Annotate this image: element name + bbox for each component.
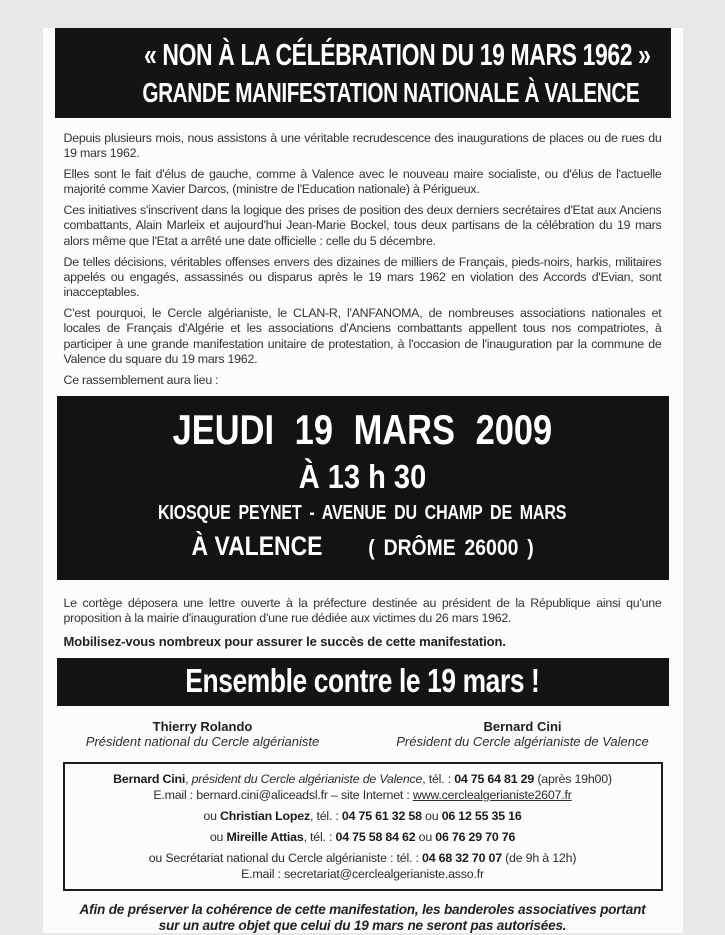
slogan-line (57, 662, 669, 700)
event-box (57, 396, 669, 580)
contact-1-note: (après 19h00) (534, 771, 612, 786)
signature-right-role: Président du Cercle algérianiste de Valence (396, 733, 649, 749)
flyer-page (43, 28, 683, 933)
contact-3-name: Christian Lopez (220, 808, 310, 823)
contact-5-pre: ou Secrétariat national du Cercle algérianiste : tél. : (148, 850, 422, 865)
signature-left-name: Thierry Rolando (152, 718, 253, 734)
paragraph-6: Ce rassemblement aura lieu : (63, 372, 219, 387)
event-time (57, 455, 669, 499)
signature-right-name: Bernard Cini (483, 718, 562, 734)
mobilize-line: Mobilisez-vous nombreux pour assurer le succès de cette manifestation. (63, 633, 506, 649)
contact-5-phone: 04 68 32 70 07 (422, 850, 502, 865)
event-time-text: À 13 h 30 (298, 457, 427, 495)
paragraph-2: Elles sont le fait d'élus de gauche, comme à Valence avec le nouveau maire socialiste, ou d'élus de l'actuelle majorité comme Xavier Darcos, (ministre de l'Education nationale) à Périgueux. (63, 167, 662, 197)
contact-1-phone: 04 75 64 81 29 (454, 771, 535, 786)
contact-website-link: www.cerclealgerianiste2607.fr (412, 787, 572, 802)
contact-3-sep: , tél. : (309, 808, 342, 823)
contact-4-sep: , tél. : (303, 829, 336, 844)
contact-3-ou2: ou (421, 808, 442, 823)
footer-notice: Afin de préserver la cohérence de cette manifestation, les banderoles associatives portant sur un autre objet que celui du 19 mars ne seront pas autorisées. (79, 901, 646, 934)
signature-left (43, 719, 363, 750)
event-city-line (57, 528, 669, 569)
signature-right (363, 719, 683, 750)
event-date-text: JEUDI 19 MARS 2009 (172, 405, 553, 453)
signatures-row (43, 719, 683, 750)
title-line-2-text: GRANDE MANIFESTATION NATIONALE À VALENCE (141, 77, 639, 108)
contact-1-sep1: , (185, 771, 192, 786)
contact-4-ou: ou (209, 829, 227, 844)
contact-3-ou: ou (203, 808, 221, 823)
contact-4-ou2: ou (415, 829, 436, 844)
slogan-text: Ensemble contre le 19 mars ! (185, 661, 540, 699)
contact-line-5 (73, 850, 653, 882)
contact-3-phone1: 04 75 61 32 58 (341, 808, 422, 823)
contact-2-pre: E.mail : bernard.cini@aliceadsl.fr – site Internet : (153, 787, 413, 802)
contact-line-1 (73, 771, 653, 803)
paragraph-1: Depuis plusieurs mois, nous assistons à une véritable recrudescence des inaugurations de places ou de rues du 19 mars 1962. (63, 131, 662, 161)
title-line-1-text: « NON À LA CÉLÉBRATION DU 19 MARS 1962 » (143, 37, 651, 72)
slogan-banner (57, 658, 669, 706)
paragraph-5: C'est pourquoi, le Cercle algérianiste, le CLAN-R, l'ANFANOMA, de nombreuses associations nationales et locales de Français d'Algérie et les associations d'Anciens combattants appellent tous nos compatriotes, à participer à une grande manifestation unitaire de protestation, à l'occasion de l'inauguration par la commune de Valence du square du 19 mars 1962. (63, 305, 662, 366)
paragraph-3: Ces initiatives s'inscrivent dans la logique des prises de position des deux derniers secrétaires d'Etat aux Anciens combattants, Alain Marleix et aujourd'hui Jean-Marie Bockel, tous deux partisans de la célébration du 19 mars alors même que l'Etat a arrêté une date officielle : celle du 5 décembre. (63, 203, 662, 248)
contact-4-name: Mireille Attias (226, 829, 304, 844)
contact-line-3 (73, 808, 653, 824)
contact-1-name: Bernard Cini (113, 771, 186, 786)
contact-box (63, 762, 663, 891)
letter-paragraph-wrap (64, 596, 662, 627)
contact-1-sep2: , tél. : (422, 771, 455, 786)
event-date (57, 405, 669, 455)
event-place (57, 499, 669, 528)
event-city-text: À VALENCE (191, 530, 323, 561)
title-banner (55, 28, 671, 118)
intro-text (64, 131, 662, 388)
contact-line-4 (73, 829, 653, 845)
contact-email: E.mail : secretariat@cerclealgerianiste.asso.fr (241, 866, 484, 881)
paragraph-4: De telles décisions, véritables offenses envers des dizaines de milliers de Français, pieds-noirs, harkis, militaires appelés ou engagés, assassinés ou disparus après le 19 mars 1962 en violation des Accords d'Evian, sont inacceptables. (63, 254, 662, 300)
contact-4-phone1: 04 75 58 84 62 (335, 829, 416, 844)
contact-3-phone2: 06 12 55 35 16 (441, 808, 522, 823)
title-line-1 (55, 35, 671, 75)
letter-paragraph: Le cortège déposera une lettre ouverte à la préfecture destinée au président de la République ainsi qu'une proposition à la mairie d'inauguration d'une rue dédiée aux victimes du 26 mars 1962. (63, 595, 662, 626)
signature-left-role: Président national du Cercle algérianiste (85, 733, 320, 749)
contact-4-phone2: 06 76 29 70 76 (435, 829, 516, 844)
title-line-2 (55, 75, 671, 111)
event-dept-text: ( DRÔME 26000 ) (368, 534, 534, 560)
contact-1-role: président du Cercle algérianiste de Valence (191, 771, 423, 786)
event-place-text: KIOSQUE PEYNET - AVENUE DU CHAMP DE MARS (158, 501, 567, 524)
contact-5-note: (de 9h à 12h) (501, 850, 577, 865)
